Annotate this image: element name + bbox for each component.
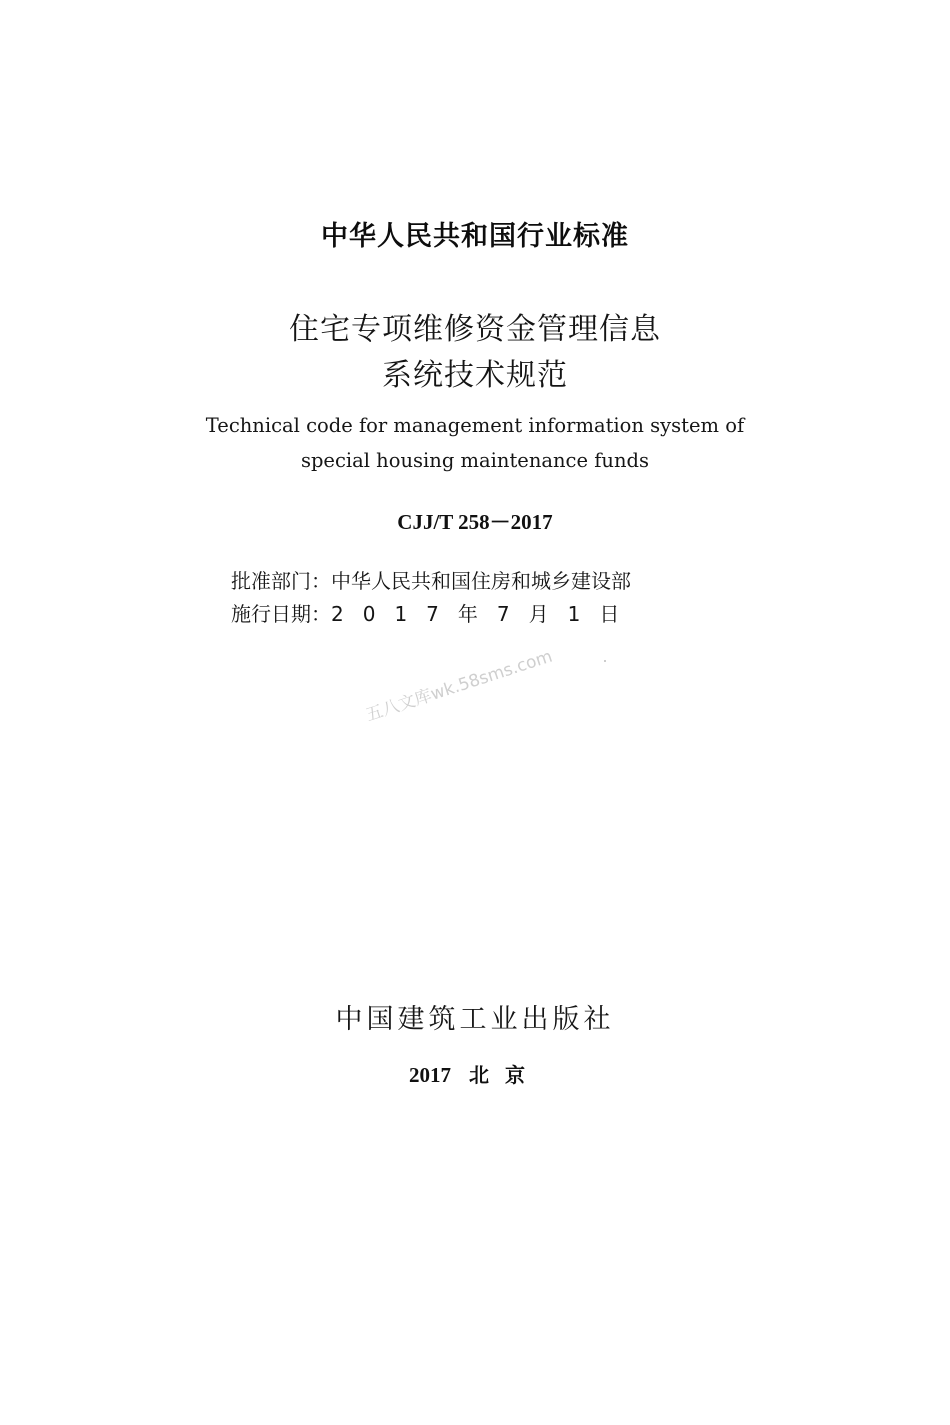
approval-department-value: 中华人民共和国住房和城乡建设部 xyxy=(331,569,631,593)
standard-series-label: 中华人民共和国行业标准 xyxy=(321,221,629,252)
imprint-year: 2017 xyxy=(409,1063,451,1087)
publisher-name: 中国建筑工业出版社 xyxy=(335,1004,615,1035)
imprint-line xyxy=(0,1059,950,1088)
english-title-line-2: special housing maintenance funds xyxy=(300,449,650,472)
effective-date-row xyxy=(231,598,638,627)
effective-date-label: 施行日期： xyxy=(231,602,331,626)
chinese-title-line-1: 住宅专项维修资金管理信息 xyxy=(289,312,661,347)
approval-department-row xyxy=(231,565,631,594)
effective-date-value: 2017年7月1日 xyxy=(331,602,639,626)
chinese-title-line-2: 系统技术规范 xyxy=(382,358,568,393)
imprint-city: 北京 xyxy=(469,1063,541,1087)
approval-department-label: 批准部门： xyxy=(231,569,331,593)
scan-speck xyxy=(604,660,606,662)
standard-code: CJJ/T 258－2017 xyxy=(397,510,553,534)
watermark-text: 五八文库wk.58sms.com xyxy=(363,646,555,726)
english-title-line-1: Technical code for management information system of xyxy=(205,414,745,437)
